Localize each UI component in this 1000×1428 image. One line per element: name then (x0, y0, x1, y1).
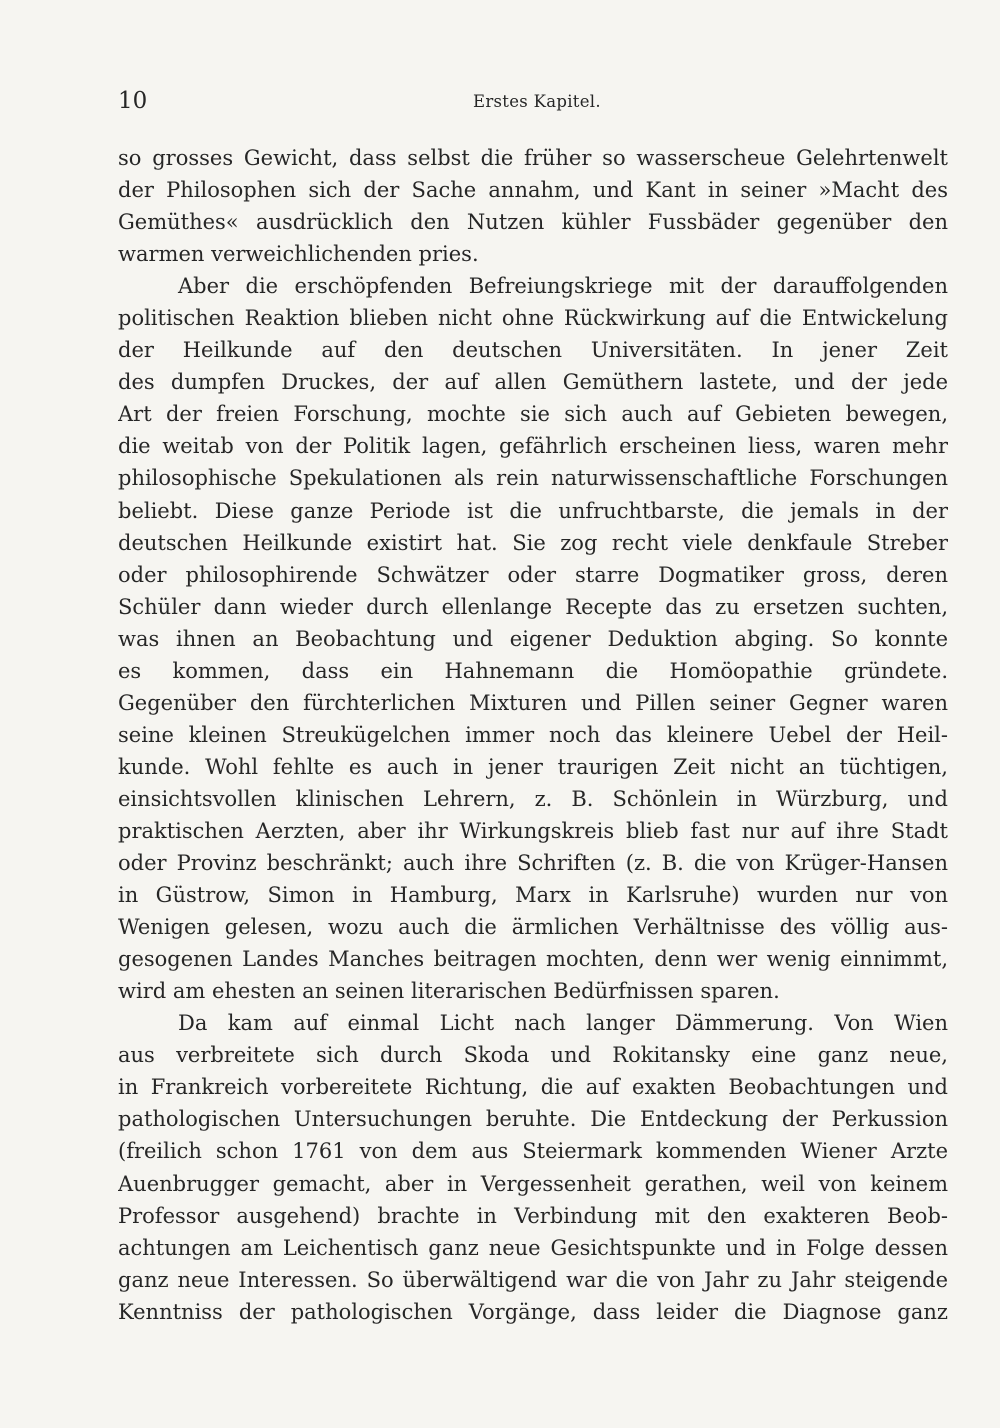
text-line: kunde. Wohl fehlte es auch in jener traurigen Zeit nicht an tüchtigen, (118, 754, 948, 779)
text-line: gesogenen Landes Manches beitragen mochten, denn wer wenig einnimmt, (118, 947, 948, 972)
body-text (118, 142, 948, 1328)
text-line: pathologischen Untersuchungen beruhte. Die Entdeckung der Perkussion (118, 1107, 948, 1132)
text-line: Da kam auf einmal Licht nach langer Dämmerung. Von Wien (178, 1011, 948, 1036)
text-line: deutschen Heilkunde existirt hat. Sie zog recht viele denkfaule Streber (118, 530, 948, 555)
text-line: der Philosophen sich der Sache annahm, und Kant in seiner »Macht des (118, 178, 948, 203)
text-line: es kommen, dass ein Hahnemann die Homöopathie gründete. (118, 658, 948, 683)
text-line: Gegenüber den fürchterlichen Mixturen und Pillen seiner Gegner waren (118, 690, 948, 715)
text-line: oder philosophirende Schwätzer oder starre Dogmatiker gross, deren (118, 562, 948, 587)
text-line: wird am ehesten an seinen literarischen Bedürfnissen sparen. (118, 979, 780, 1004)
text-line: die weitab von der Politik lagen, gefährlich erscheinen liess, waren mehr (118, 434, 948, 459)
text-line: des dumpfen Druckes, der auf allen Gemüthern lastete, und der jede (118, 370, 948, 395)
text-line: warmen verweichlichenden pries. (118, 242, 479, 267)
text-line: Aber die erschöpfenden Befreiungskriege mit der darauffolgenden (178, 274, 948, 299)
text-line: einsichtsvollen klinischen Lehrern, z. B. Schönlein in Würzburg, und (118, 786, 948, 811)
text-line: Wenigen gelesen, wozu auch die ärmlichen Verhältnisse des völlig aus- (118, 915, 948, 940)
text-line: seine kleinen Streukügelchen immer noch das kleinere Uebel der Heil- (118, 722, 948, 747)
text-line: so grosses Gewicht, dass selbst die früher so wasserscheue Gelehrtenwelt (118, 146, 948, 170)
text-line: (freilich schon 1761 von dem aus Steiermark kommenden Wiener Arzte (118, 1139, 948, 1164)
text-line: was ihnen an Beobachtung und eigener Deduktion abging. So konnte (118, 626, 948, 651)
text-line: Professor ausgehend) brachte in Verbindung mit den exakteren Beob- (118, 1203, 948, 1228)
chapter-title: Erstes Kapitel. (473, 92, 601, 111)
running-head (118, 86, 948, 116)
text-line: Art der freien Forschung, mochte sie sich auch auf Gebieten bewegen, (118, 402, 948, 427)
page-number: 10 (118, 88, 148, 114)
text-line: achtungen am Leichentisch ganz neue Gesichtspunkte und in Folge dessen (118, 1235, 948, 1260)
text-line: beliebt. Diese ganze Periode ist die unfruchtbarste, die jemals in der (118, 498, 948, 523)
text-line: Auenbrugger gemacht, aber in Vergessenheit gerathen, weil von keinem (118, 1171, 948, 1196)
text-line: philosophische Spekulationen als rein naturwissenschaftliche Forschungen (118, 466, 948, 491)
text-line: Schüler dann wieder durch ellenlange Recepte das zu ersetzen suchten, (118, 594, 948, 619)
text-line: praktischen Aerzten, aber ihr Wirkungskreis blieb fast nur auf ihre Stadt (118, 818, 948, 843)
text-line: in Güstrow, Simon in Hamburg, Marx in Karlsruhe) wurden nur von (118, 883, 948, 908)
text-line: ganz neue Interessen. So überwältigend war die von Jahr zu Jahr steigende (118, 1267, 948, 1292)
text-line: der Heilkunde auf den deutschen Universitäten. In jener Zeit (118, 338, 948, 363)
text-line: politischen Reaktion blieben nicht ohne Rückwirkung auf die Entwickelung (118, 306, 948, 331)
text-line: Kenntniss der pathologischen Vorgänge, dass leider die Diagnose ganz (118, 1299, 948, 1324)
text-line: in Frankreich vorbereitete Richtung, die auf exakten Beobachtungen und (118, 1075, 948, 1100)
text-line: oder Provinz beschränkt; auch ihre Schriften (z. B. die von Krüger-Hansen (118, 851, 948, 876)
text-line: aus verbreitete sich durch Skoda und Rokitansky eine ganz neue, (118, 1043, 948, 1068)
text-line: Gemüthes« ausdrücklich den Nutzen kühler Fussbäder gegenüber den (118, 210, 948, 235)
